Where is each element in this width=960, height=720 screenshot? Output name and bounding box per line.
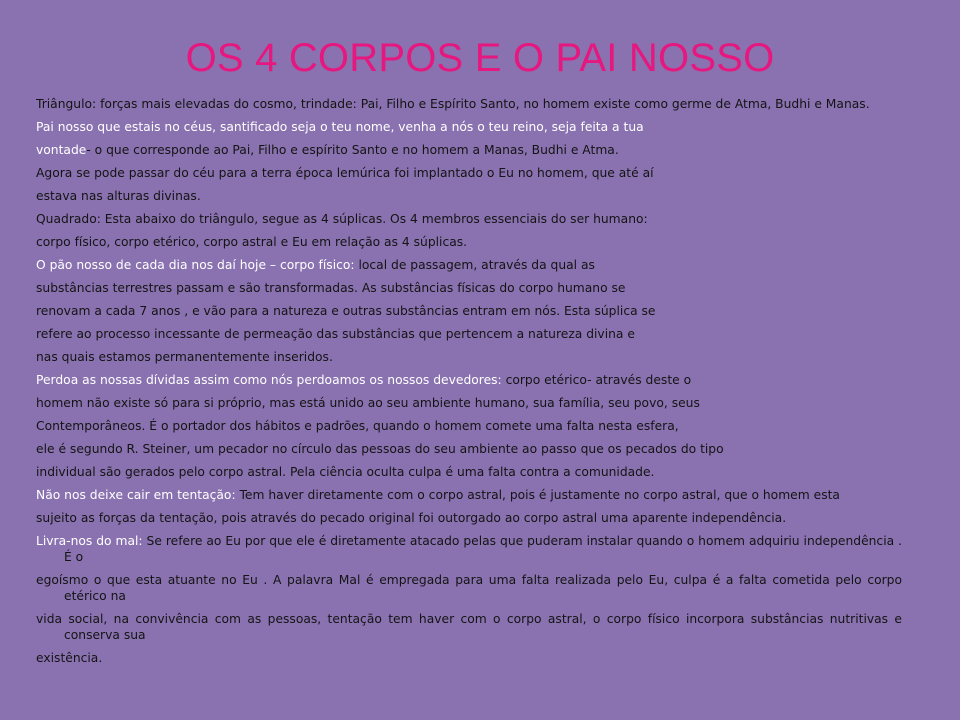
paragraph-pai-nosso: Pai nosso que estais no céus, santificado seja o teu nome, venha a nós o teu reino, seja feita a tua: [36, 120, 644, 134]
paragraph-renovam: renovam a cada 7 anos , e vão para a natureza e outras substâncias entram em nós. Esta súplica se: [36, 304, 656, 318]
paragraph-quadrado: Quadrado: Esta abaixo do triângulo, segue as 4 súplicas. Os 4 membros essenciais do ser humano:: [36, 212, 648, 226]
paragraph-perdoa: Perdoa as nossas dívidas assim como nós perdoamos os nossos devedores: corpo etérico- através deste o: [36, 373, 692, 387]
paragraph-ambiente: homem não existe só para si próprio, mas está unido ao seu ambiente humano, sua família, seu povo, seus: [36, 396, 700, 410]
paragraph-tentacao: Não nos deixe cair em tentação: Tem haver diretamente com o corpo astral, pois é justamente no corpo astral, que o homem esta: [36, 488, 840, 502]
paragraph-egoismo: egoísmo o que esta atuante no Eu . A palavra Mal é empregada para uma falta realizada pelo Eu, culpa é a falta cometida pelo corpo etérico na: [36, 573, 902, 603]
paragraph-individual: individual são gerados pelo corpo astral. Pela ciência oculta culpa é uma falta contra a comunidade.: [36, 465, 655, 479]
paragraph-substancias: substâncias terrestres passam e são transformadas. As substâncias físicas do corpo humano se: [36, 281, 626, 295]
paragraph-sujeito: sujeito as forças da tentação, pois através do pecado original foi outorgado ao corpo astral uma aparente independência.: [36, 511, 787, 525]
slide-body: [36, 96, 902, 673]
paragraph-ceu-terra: Agora se pode passar do céu para a terra época lemúrica foi implantado o Eu no homem, que até aí: [36, 166, 654, 180]
paragraph-alturas-divinas: estava nas alturas divinas.: [36, 189, 201, 203]
paragraph-existencia: existência.: [36, 651, 103, 665]
slide-title: OS 4 CORPOS E O PAI NOSSO: [185, 36, 775, 80]
paragraph-inseridos: nas quais estamos permanentemente inseridos.: [36, 350, 333, 364]
paragraph-contemporaneos: Contemporâneos. É o portador dos hábitos e padrões, quando o homem comete uma falta nesta esfera,: [36, 419, 679, 433]
paragraph-vida-social: vida social, na convivência com as pessoas, tentação tem haver com o corpo astral, o corpo físico incorpora substâncias nutritivas e conserva sua: [36, 612, 902, 642]
paragraph-vontade: vontade- o que corresponde ao Pai, Filho e espírito Santo e no homem a Manas, Budhi e Atma.: [36, 143, 619, 157]
paragraph-corpos: corpo físico, corpo etérico, corpo astral e Eu em relação as 4 súplicas.: [36, 235, 468, 249]
paragraph-steiner: ele é segundo R. Steiner, um pecador no círculo das pessoas do seu ambiente ao passo que os pecados do tipo: [36, 442, 724, 456]
paragraph-livra-nos: Livra-nos do mal: Se refere ao Eu por que ele é diretamente atacado pelas que puderam instalar quando o homem adquiriu independência . É o: [36, 534, 902, 564]
paragraph-permeacao: refere ao processo incessante de permeação das substâncias que pertencem a natureza divina e: [36, 327, 635, 341]
paragraph-pao-nosso: O pão nosso de cada dia nos daí hoje – corpo físico: local de passagem, através da qual as: [36, 258, 595, 272]
paragraph-triangulo: Triângulo: forças mais elevadas do cosmo, trindade: Pai, Filho e Espírito Santo, no homem existe como germe de Atma, Budhi e Manas.: [36, 97, 870, 111]
